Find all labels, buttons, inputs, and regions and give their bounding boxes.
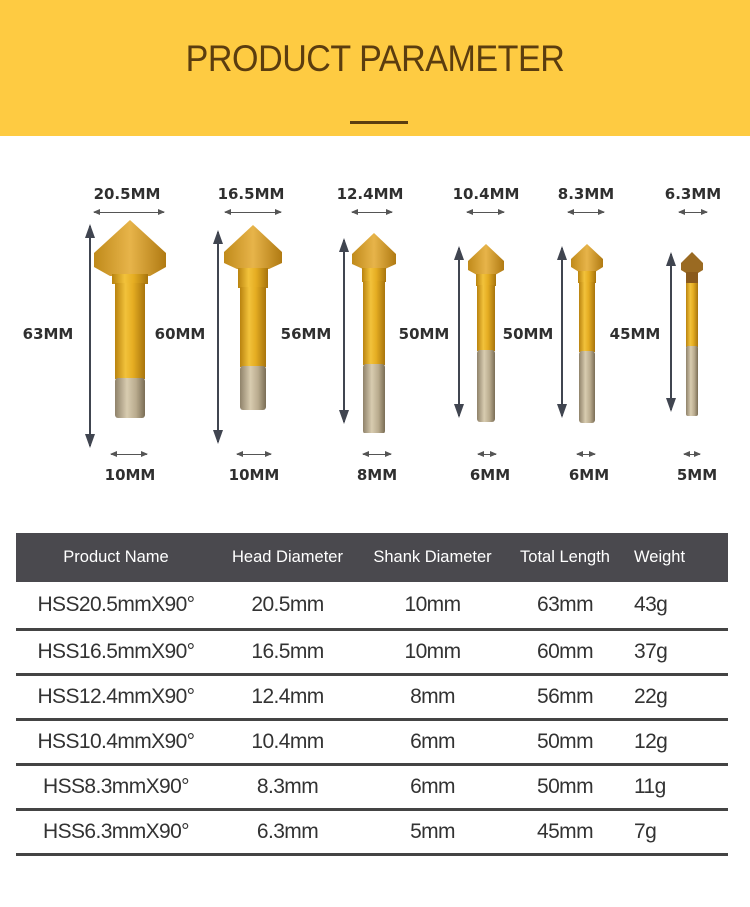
cell-product-name: HSS12.4mmX90° bbox=[37, 685, 195, 708]
cell-head-diameter: 10.4mm bbox=[251, 730, 324, 753]
cell-weight: 22g bbox=[634, 685, 668, 708]
cell-shank-diameter: 5mm bbox=[410, 820, 455, 843]
table-row bbox=[16, 631, 728, 676]
shank-arrow bbox=[684, 454, 700, 455]
cell-weight: 37g bbox=[634, 640, 668, 663]
column-header: Weight bbox=[634, 548, 686, 566]
length-arrow bbox=[670, 254, 672, 410]
shank-diameter-label: 6MM bbox=[469, 466, 511, 484]
cell-total-length: 60mm bbox=[537, 640, 593, 663]
cell-head-diameter: 6.3mm bbox=[256, 820, 319, 843]
width-arrow bbox=[352, 212, 392, 213]
shank-arrow bbox=[363, 454, 391, 455]
cell-shank-diameter: 10mm bbox=[404, 593, 461, 616]
cell-product-name: HSS8.3mmX90° bbox=[43, 775, 189, 798]
table-row bbox=[16, 676, 728, 721]
cell-shank-diameter: 6mm bbox=[410, 730, 455, 753]
table-header bbox=[16, 533, 728, 582]
width-arrow bbox=[568, 212, 604, 213]
length-arrow bbox=[561, 248, 563, 416]
product-diagram bbox=[0, 140, 750, 520]
head-diameter-label: 6.3MM bbox=[664, 185, 722, 203]
head-diameter-label: 12.4MM bbox=[336, 185, 404, 203]
shank-arrow bbox=[111, 454, 147, 455]
cell-shank-diameter: 8mm bbox=[410, 685, 455, 708]
cell-total-length: 63mm bbox=[537, 593, 593, 616]
width-arrow bbox=[94, 212, 164, 213]
total-length-label: 50MM bbox=[502, 325, 554, 343]
column-header: Total Length bbox=[520, 548, 610, 566]
parameter-table bbox=[16, 533, 728, 856]
total-length-label: 45MM bbox=[609, 325, 661, 343]
cell-weight: 7g bbox=[634, 820, 657, 843]
shank-diameter-label: 6MM bbox=[568, 466, 610, 484]
cell-product-name: HSS20.5mmX90° bbox=[37, 593, 195, 616]
length-arrow bbox=[89, 226, 91, 446]
shank-diameter-label: 10MM bbox=[228, 466, 280, 484]
column-header: Head Diameter bbox=[232, 548, 343, 566]
cell-weight: 12g bbox=[634, 730, 668, 753]
title-underline bbox=[350, 121, 408, 124]
table-row bbox=[16, 766, 728, 811]
cell-total-length: 50mm bbox=[537, 775, 593, 798]
countersink-drill-image bbox=[93, 220, 167, 420]
width-arrow bbox=[225, 212, 281, 213]
shank-diameter-label: 5MM bbox=[676, 466, 718, 484]
table-row bbox=[16, 811, 728, 856]
cell-total-length: 45mm bbox=[537, 820, 593, 843]
shank-arrow bbox=[237, 454, 271, 455]
total-length-label: 63MM bbox=[22, 325, 74, 343]
column-header: Product Name bbox=[63, 548, 169, 566]
shank-diameter-label: 10MM bbox=[104, 466, 156, 484]
shank-arrow bbox=[577, 454, 595, 455]
cell-head-diameter: 12.4mm bbox=[251, 685, 324, 708]
cell-total-length: 56mm bbox=[537, 685, 593, 708]
length-arrow bbox=[458, 248, 460, 416]
total-length-label: 56MM bbox=[280, 325, 332, 343]
length-arrow bbox=[343, 240, 345, 422]
cell-shank-diameter: 10mm bbox=[404, 640, 461, 663]
cell-head-diameter: 8.3mm bbox=[256, 775, 319, 798]
width-arrow bbox=[679, 212, 707, 213]
countersink-drill-image bbox=[680, 252, 704, 422]
page-title: PRODUCT PARAMETER bbox=[185, 38, 565, 79]
cell-total-length: 50mm bbox=[537, 730, 593, 753]
column-header: Shank Diameter bbox=[373, 548, 492, 566]
cell-head-diameter: 16.5mm bbox=[251, 640, 324, 663]
table-row bbox=[16, 582, 728, 631]
head-diameter-label: 16.5MM bbox=[217, 185, 285, 203]
shank-arrow bbox=[478, 454, 496, 455]
countersink-drill-image bbox=[467, 244, 505, 424]
head-diameter-label: 8.3MM bbox=[557, 185, 615, 203]
cell-shank-diameter: 6mm bbox=[410, 775, 455, 798]
head-diameter-label: 20.5MM bbox=[93, 185, 161, 203]
countersink-drill-image bbox=[351, 233, 397, 433]
width-arrow bbox=[467, 212, 504, 213]
total-length-label: 50MM bbox=[398, 325, 450, 343]
cell-product-name: HSS6.3mmX90° bbox=[43, 820, 189, 843]
table-row bbox=[16, 721, 728, 766]
cell-head-diameter: 20.5mm bbox=[251, 593, 324, 616]
shank-diameter-label: 8MM bbox=[356, 466, 398, 484]
cell-product-name: HSS16.5mmX90° bbox=[37, 640, 195, 663]
length-arrow bbox=[217, 232, 219, 442]
header-banner bbox=[0, 0, 750, 136]
total-length-label: 60MM bbox=[154, 325, 206, 343]
cell-weight: 43g bbox=[634, 593, 668, 616]
cell-weight: 11g bbox=[634, 775, 666, 798]
head-diameter-label: 10.4MM bbox=[452, 185, 520, 203]
countersink-drill-image bbox=[570, 244, 604, 424]
countersink-drill-image bbox=[223, 225, 283, 425]
cell-product-name: HSS10.4mmX90° bbox=[37, 730, 195, 753]
